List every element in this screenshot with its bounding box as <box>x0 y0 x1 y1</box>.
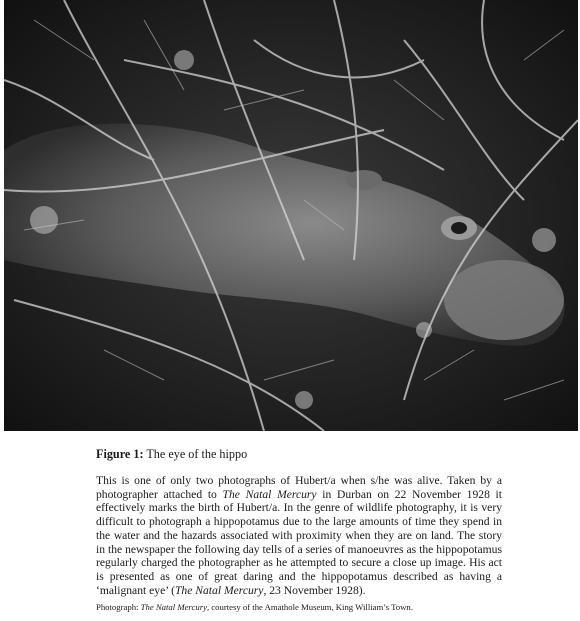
text-segment: in Durban on 22 November 1928 it effectively marks the birth of Hubert/a. In the genre of wildlife photography, it is very difficult to photograph a hippopotamus due to the large amounts of time they spend in the water and the hazards associated with proximity when they are on land. The story in the newspaper the following day tells of a series of manoeuvres as the hippopotamus regularly charged the photographer as he attempted to secure a close up image. His act is presented as one of great daring and the hippopotamus described as having a ‘malignant eye’ ( <box>96 487 502 597</box>
credit-prefix: Photograph: <box>96 602 141 612</box>
hippo-eye <box>441 216 477 240</box>
credit-newspaper: The Natal Mercury <box>140 602 207 612</box>
photo-credit <box>96 602 516 613</box>
figure-label: Figure 1: <box>96 447 144 461</box>
hippo-photograph <box>4 0 578 431</box>
text-segment: , 23 November 1928). <box>263 583 366 597</box>
newspaper-name: The Natal Mercury <box>174 583 264 597</box>
figure-caption <box>96 447 247 462</box>
credit-rest: , courtesy of the Amathole Museum, King William’s Town. <box>206 602 413 612</box>
text-segment: This is one of only two photographs of Hubert/a when s/he was alive. Taken by a photographer attached to <box>96 474 502 501</box>
description-paragraph <box>96 474 502 597</box>
newspaper-name: The Natal Mercury <box>222 487 317 501</box>
figure-title: The eye of the hippo <box>146 447 248 461</box>
